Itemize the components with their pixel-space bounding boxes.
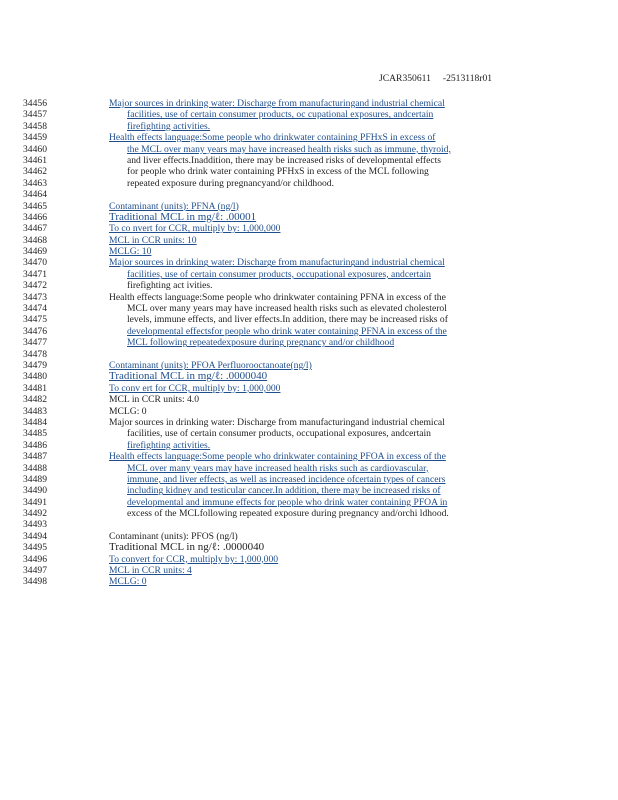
line-text: Traditional MCL in ng/ℓ: .0000040 — [109, 541, 265, 554]
line-number: 34463 — [23, 177, 47, 189]
document-line — [0, 201, 618, 212]
line-number: 34481 — [23, 382, 47, 394]
line-number: 34474 — [23, 303, 47, 315]
line-number: 34456 — [23, 98, 47, 109]
line-number: 34464 — [23, 189, 47, 201]
document-line — [0, 394, 618, 405]
line-number: 34472 — [23, 280, 47, 292]
amended-line-text: facilities, use of certain consumer products, oc cupational exposures, andcertain — [127, 109, 434, 121]
document-line — [0, 440, 618, 451]
document-line — [0, 314, 618, 325]
amended-line-text: Health effects language:Some people who drinkwater containing PFHxS in excess of — [109, 132, 436, 144]
document-line — [0, 246, 618, 257]
line-number: 34480 — [23, 371, 47, 383]
line-number: 34497 — [23, 565, 47, 577]
line-number: 34491 — [23, 496, 47, 508]
amended-line-text: developmental and immune effects for people who drink water containing PFOA in — [127, 496, 448, 508]
amended-line-text: Contaminant (units): PFNA (ng/l) — [109, 200, 239, 212]
line-number: 34475 — [23, 314, 47, 326]
line-number: 34458 — [23, 120, 47, 132]
amended-line-text: Major sources in drinking water: Discharge from manufacturingand industrial chemical — [109, 257, 445, 269]
line-number: 34496 — [23, 553, 47, 565]
line-text: Health effects language:Some people who drinkwater containing PFNA in excess of the — [109, 291, 446, 303]
document-line — [0, 485, 618, 496]
document-line — [0, 121, 618, 132]
line-text: firefighting act ivities. — [127, 280, 213, 292]
document-line — [0, 292, 618, 303]
document-line — [0, 166, 618, 177]
line-number: 34479 — [23, 359, 47, 371]
document-line — [0, 576, 618, 587]
document-line — [0, 269, 618, 280]
document-line — [0, 212, 618, 223]
line-number: 34483 — [23, 405, 47, 417]
line-number: 34486 — [23, 439, 47, 451]
document-line — [0, 109, 618, 120]
line-text: excess of the MCLfollowing repeated exposure during pregnancy and/orchi ldhood. — [127, 508, 449, 520]
document-line — [0, 98, 618, 109]
document-line — [0, 189, 618, 200]
line-number: 34459 — [23, 132, 47, 144]
document-line — [0, 451, 618, 462]
amended-line-text: MCLG: 10 — [109, 246, 152, 258]
document-line — [0, 144, 618, 155]
document-line — [0, 531, 618, 542]
document-line — [0, 542, 618, 553]
amended-line-text: To convert for CCR, multiply by: 1,000,000 — [109, 553, 279, 565]
document-line — [0, 508, 618, 519]
line-number: 34487 — [23, 451, 47, 463]
document-line — [0, 417, 618, 428]
document-revision: -2513118r01 — [442, 73, 493, 84]
document-line — [0, 303, 618, 314]
amended-line-text: the MCL over many years may have increased health risks such as immune, thyroid, — [127, 143, 451, 155]
document-line — [0, 349, 618, 360]
document-line — [0, 497, 618, 508]
line-text: and liver effects.Inaddition, there may be increased risks of developmental effects — [127, 154, 441, 166]
line-number: 34494 — [23, 530, 47, 542]
document-line — [0, 406, 618, 417]
line-number: 34476 — [23, 325, 47, 337]
line-text: Contaminant (units): PFOS (ng/l) — [109, 530, 238, 542]
line-number: 34462 — [23, 166, 47, 178]
line-number: 34495 — [23, 542, 47, 554]
document-header — [379, 73, 492, 84]
document-line — [0, 178, 618, 189]
line-text: for people who drink water containing PFHxS in excess of the MCL following — [127, 166, 429, 178]
line-number: 34469 — [23, 246, 47, 258]
line-number: 34493 — [23, 519, 47, 531]
amended-line-text: To co nvert for CCR, multiply by: 1,000,000 — [109, 223, 281, 235]
document-line — [0, 326, 618, 337]
amended-line-text: Contaminant (units): PFOA Perfluorooctanoate(ng/l) — [109, 359, 312, 371]
document-line — [0, 132, 618, 143]
document-id: JCAR350611 — [379, 73, 431, 84]
line-text: levels, immune effects, and liver effects.In addition, there may be increased risks of — [127, 314, 448, 326]
line-number: 34457 — [23, 109, 47, 121]
document-line — [0, 337, 618, 348]
amended-line-text: developmental effectsfor people who drink water containing PFNA in excess of the — [127, 325, 447, 337]
document-line — [0, 155, 618, 166]
line-number: 34466 — [23, 211, 47, 223]
line-number: 34490 — [23, 485, 47, 497]
line-number: 34485 — [23, 428, 47, 440]
amended-line-text: including kidney and testicular cancer.In addition, there may be increased risks of — [127, 485, 441, 497]
amended-line-text: firefighting activities. — [127, 120, 211, 132]
line-number: 34470 — [23, 257, 47, 269]
line-text: repeated exposure during pregnancyand/or childhood. — [127, 177, 334, 189]
amended-line-text: Traditional MCL in mg/ℓ: .0000040 — [109, 370, 268, 383]
line-number: 34465 — [23, 200, 47, 212]
line-text: MCL over many years may have increased health risks such as elevated cholesterol — [127, 303, 447, 315]
document-line — [0, 474, 618, 485]
line-text: facilities, use of certain consumer products, occupational exposures, andcertain — [127, 428, 431, 440]
line-text: Major sources in drinking water: Discharge from manufacturingand industrial chemical — [109, 416, 445, 428]
amended-line-text: MCLG: 0 — [109, 576, 147, 588]
document-line — [0, 257, 618, 268]
line-number: 34471 — [23, 268, 47, 280]
amended-line-text: firefighting activities. — [127, 439, 211, 451]
document-line — [0, 519, 618, 530]
amended-line-text: MCL following repeatedexposure during pregnancy and/or childhood — [127, 337, 395, 349]
amended-line-text: MCL over many years may have increased health risks such as cardiovascular, — [127, 462, 429, 474]
document-line — [0, 554, 618, 565]
document-line — [0, 463, 618, 474]
amended-line-text: To conv ert for CCR, multiply by: 1,000,000 — [109, 382, 281, 394]
line-number: 34492 — [23, 508, 47, 520]
line-number: 34478 — [23, 348, 47, 360]
amended-line-text: facilities, use of certain consumer products, occupational exposures, andcertain — [127, 268, 431, 280]
line-number: 34484 — [23, 416, 47, 428]
document-line — [0, 235, 618, 246]
numbered-text-body — [0, 98, 618, 588]
line-text: MCL in CCR units: 4.0 — [109, 394, 200, 406]
amended-line-text: MCL in CCR units: 10 — [109, 234, 197, 246]
document-line — [0, 360, 618, 371]
amended-line-text: MCL in CCR units: 4 — [109, 565, 192, 577]
amended-line-text: Traditional MCL in mg/ℓ: .00001 — [109, 210, 257, 223]
line-number: 34461 — [23, 154, 47, 166]
line-number: 34473 — [23, 291, 47, 303]
document-line — [0, 280, 618, 291]
document-line — [0, 565, 618, 576]
document-line — [0, 383, 618, 394]
line-number: 34460 — [23, 143, 47, 155]
line-number: 34482 — [23, 394, 47, 406]
amended-line-text: Major sources in drinking water: Discharge from manufacturingand industrial chemical — [109, 98, 445, 109]
line-number: 34488 — [23, 462, 47, 474]
line-number: 34468 — [23, 234, 47, 246]
amended-line-text: Health effects language:Some people who drinkwater containing PFOA in excess of the — [109, 451, 446, 463]
document-line — [0, 428, 618, 439]
line-number: 34477 — [23, 337, 47, 349]
line-number: 34489 — [23, 473, 47, 485]
document-line — [0, 371, 618, 382]
line-number: 34498 — [23, 576, 47, 588]
document-line — [0, 223, 618, 234]
line-text: MCLG: 0 — [109, 405, 147, 417]
line-number: 34467 — [23, 223, 47, 235]
amended-line-text: immune, and liver effects, as well as increased incidence ofcertain types of cancers — [127, 473, 446, 485]
